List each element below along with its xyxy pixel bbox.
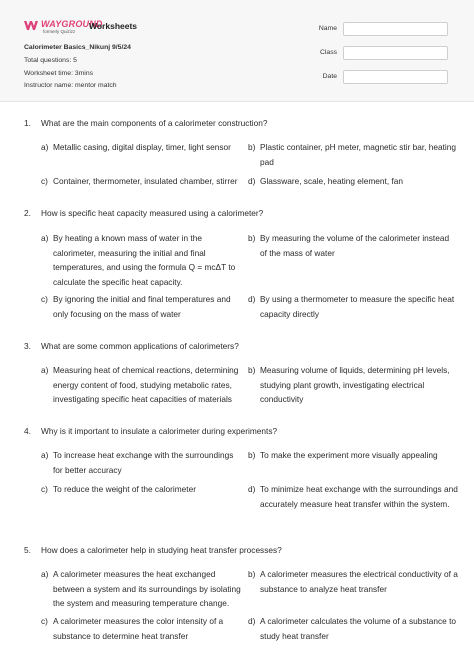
- question-number: 4.: [24, 426, 31, 436]
- option-letter: b): [248, 450, 256, 460]
- worksheets-label: Worksheets: [89, 21, 138, 31]
- question-number: 1.: [24, 118, 31, 128]
- total-questions: Total questions: 5: [24, 57, 77, 64]
- name-label: Name: [318, 25, 337, 32]
- question-text: How is specific heat capacity measured using a calorimeter?: [41, 208, 264, 218]
- option-text: Plastic container, pH meter, magnetic stir bar, heating pad: [260, 142, 456, 167]
- option-text: Metallic casing, digital display, timer, light sensor: [53, 142, 231, 152]
- option-text: To minimize heat exchange with the surroundings and accurately measure heat transfer within the system.: [260, 484, 458, 509]
- option-letter: a): [41, 450, 49, 460]
- question-text: Why is it important to insulate a calorimeter during experiments?: [41, 426, 278, 436]
- worksheet-header: [0, 0, 474, 102]
- option-text: By ignoring the initial and final temperatures and only focusing on the mass of water: [53, 294, 231, 319]
- question-text: How does a calorimeter help in studying heat transfer processes?: [41, 545, 282, 555]
- question-number: 3.: [24, 341, 31, 351]
- option-text: Measuring volume of liquids, determining pH levels, studying plant growth, investigating electrical conductivity: [260, 365, 450, 404]
- brand-subtitle: formerly Quizizz: [43, 29, 76, 34]
- option-letter: c): [41, 294, 48, 304]
- worksheet-title: Calorimeter Basics_Nikunj 9/5/24: [24, 44, 131, 51]
- option-letter: a): [41, 365, 49, 375]
- option-letter: d): [248, 176, 256, 186]
- question-text: What are some common applications of calorimeters?: [41, 341, 239, 351]
- date-field[interactable]: [343, 70, 448, 84]
- option-letter: a): [41, 569, 49, 579]
- option-letter: c): [41, 176, 48, 186]
- option-letter: b): [248, 365, 256, 375]
- class-field[interactable]: [343, 46, 448, 60]
- option-text: To make the experiment more visually appealing: [260, 450, 438, 460]
- question-text: What are the main components of a calorimeter construction?: [41, 118, 268, 128]
- date-label: Date: [322, 73, 337, 80]
- option-text: To increase heat exchange with the surroundings for better accuracy: [53, 450, 234, 475]
- option-letter: a): [41, 142, 49, 152]
- option-text: A calorimeter measures the color intensity of a substance to determine heat transfer: [53, 616, 224, 641]
- option-letter: b): [248, 569, 256, 579]
- option-text: A calorimeter measures the electrical conductivity of a substance to analyze heat transfer: [260, 569, 458, 594]
- option-letter: b): [248, 233, 256, 243]
- option-letter: d): [248, 294, 256, 304]
- option-letter: d): [248, 484, 256, 494]
- option-text: Measuring heat of chemical reactions, determining energy content of food, studying metabolic rates, investigating specific heat capacities of materials: [53, 365, 239, 404]
- option-text: By heating a known mass of water in the calorimeter, measuring the initial and final temperatures, and using the formula Q = mcΔT to calculate the specific heat capacity.: [53, 233, 236, 287]
- option-text: By using a thermometer to measure the specific heat capacity directly: [260, 294, 455, 319]
- name-field[interactable]: [343, 22, 448, 36]
- question-number: 5.: [24, 545, 31, 555]
- option-letter: c): [41, 484, 48, 494]
- brand-name: WAYGROUND: [41, 19, 103, 29]
- option-letter: d): [248, 616, 256, 626]
- option-text: A calorimeter calculates the volume of a substance to study heat transfer: [260, 616, 457, 641]
- worksheet-time: Worksheet time: 3mins: [24, 70, 93, 77]
- instructor-name: Instructor name: mentor match: [24, 82, 117, 89]
- option-letter: c): [41, 616, 48, 626]
- class-label: Class: [320, 49, 337, 56]
- option-text: By measuring the volume of the calorimeter instead of the mass of water: [260, 233, 450, 258]
- wayground-logo-icon: [24, 20, 38, 31]
- option-letter: b): [248, 142, 256, 152]
- option-text: A calorimeter measures the heat exchanged between a system and its surroundings by isolating the system and measuring temperature change.: [53, 569, 241, 608]
- option-text: Container, thermometer, insulated chamber, stirrer: [53, 176, 238, 186]
- option-text: Glassware, scale, heating element, fan: [260, 176, 403, 186]
- option-letter: a): [41, 233, 49, 243]
- option-text: To reduce the weight of the calorimeter: [53, 484, 196, 494]
- question-number: 2.: [24, 208, 31, 218]
